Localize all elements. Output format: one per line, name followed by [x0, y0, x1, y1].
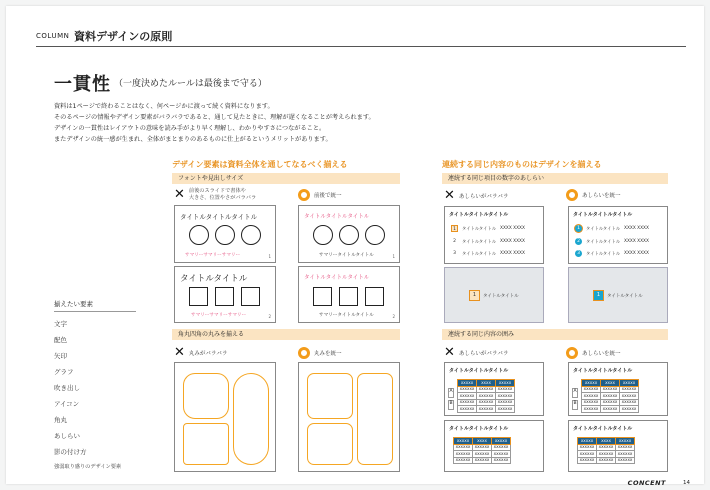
- bad-note-rounded: 丸みがバラバラ: [188, 350, 228, 357]
- table-title: タイトルタイトルタイトル: [449, 368, 509, 374]
- right-band-enclosure: 連続する同じ内容の囲み: [442, 329, 668, 340]
- grid-cell: XXXXXX: [473, 451, 492, 458]
- table-title: タイトルタイトルタイトル: [573, 212, 633, 218]
- page-subtitle: （一度決めたルールは最後まで守る）: [114, 79, 267, 89]
- grid-header: XXXX: [477, 380, 496, 387]
- column-title: 資料デザインの原則: [74, 30, 173, 43]
- sidebar-title: 揃えたい要素: [54, 300, 93, 308]
- right-section-title: 連続する同じ内容のものはデザインを揃える: [442, 160, 602, 169]
- circle-icon: [298, 347, 310, 359]
- page-number: 1: [392, 254, 395, 259]
- sidebar-item: あしらい: [54, 432, 80, 440]
- grid-header: XXXX: [473, 438, 492, 445]
- list-item: [451, 238, 525, 245]
- grid-cell: XXXXXX: [477, 393, 496, 400]
- grid-cell: XXXXXX: [473, 444, 492, 451]
- grid-header: XXXX: [601, 380, 620, 387]
- grid-cell: XXXXXX: [578, 457, 597, 464]
- numbered-list-bad: [444, 206, 544, 264]
- grid-cell: XXXXXX: [597, 444, 616, 451]
- list-item: [575, 225, 649, 232]
- table-title: タイトルタイトルタイトル: [573, 426, 633, 432]
- row-label: A: [572, 388, 578, 398]
- brand-logo: CONCENT: [627, 479, 666, 487]
- sidebar-item: 配色: [54, 336, 67, 344]
- grid-header: XXXXX: [454, 438, 473, 445]
- page-number: 14: [683, 480, 690, 486]
- grid-cell: XXXXXX: [616, 457, 635, 464]
- list-item-text: タイトルタイトル: [586, 251, 621, 257]
- circle-shape: [215, 225, 235, 245]
- good-note-rounded: 丸みを統一: [314, 351, 342, 357]
- grid-cell: XXXXXX: [620, 386, 639, 393]
- grid-cell: XXXXXX: [578, 451, 597, 458]
- circle-icon: [298, 189, 310, 201]
- grid-cell: XXXXXX: [578, 444, 597, 451]
- list-item-text: タイトルタイトル: [586, 239, 621, 245]
- highlight-item: [593, 290, 643, 301]
- bad-marker-enclosure: [444, 346, 508, 359]
- column-label: COLUMN: [36, 32, 70, 40]
- grid-header: XXXX: [597, 438, 616, 445]
- grid-cell: XXXXXX: [601, 393, 620, 400]
- grid-header: XXXXX: [496, 380, 515, 387]
- grid-cell: XXXXXX: [597, 451, 616, 458]
- square-shape: [313, 287, 332, 306]
- circle-icon: [566, 189, 578, 201]
- square-shape: [339, 287, 358, 306]
- circle-shape: [189, 225, 209, 245]
- grid-cell: XXXXXX: [582, 406, 601, 413]
- grid-cell: XXXXXX: [492, 457, 511, 464]
- number-badge: 2: [575, 238, 582, 245]
- slide-summary: サマリータイトルタイトル: [319, 313, 374, 318]
- grid-header: XXXXX: [620, 380, 639, 387]
- page-number: 2: [392, 314, 395, 319]
- grid-cell: XXXXXX: [582, 386, 601, 393]
- sidebar-item: 角丸: [54, 416, 67, 424]
- circle-shape: [365, 225, 385, 245]
- left-band-fonts: フォントや見出しサイズ: [172, 173, 400, 184]
- good-note-enclosure: あしらいを統一: [582, 351, 621, 357]
- grid-table-good-1: [568, 362, 668, 416]
- good-marker-enclosure: [566, 347, 621, 359]
- grid-cell: XXXXXX: [582, 393, 601, 400]
- slide-good-2: [298, 266, 400, 323]
- number-badge: 3: [453, 251, 456, 256]
- bad-marker-numbers: [444, 189, 508, 202]
- cross-icon: ✕: [444, 345, 455, 360]
- grid-header: XXXXX: [582, 380, 601, 387]
- grid-cell: XXXXXX: [458, 406, 477, 413]
- number-badge: 3: [575, 250, 582, 257]
- page-title: 一貫性: [54, 74, 111, 95]
- grid-cell: XXXXXX: [620, 393, 639, 400]
- rounded-rect: [357, 373, 393, 465]
- grid-cell: XXXXXX: [458, 393, 477, 400]
- list-item-text: タイトルタイトル: [586, 226, 621, 232]
- grid-cell: XXXXXX: [597, 457, 616, 464]
- left-section-title: デザイン要素は資料全体を通してなるべく揃える: [172, 160, 348, 169]
- sidebar-item: 強弱取り感りのデザイン要素: [54, 464, 122, 470]
- bad-note-fonts: 前後のスライドで書体や 大きさ、位置やさがバラバラ: [188, 188, 257, 201]
- grid-cell: XXXXXX: [582, 399, 601, 406]
- grid-cell: XXXXXX: [477, 399, 496, 406]
- highlight-box-good: [568, 267, 668, 323]
- bad-note-numbers: あしらいがバラバラ: [458, 193, 509, 200]
- grid-cell: XXXXXX: [458, 386, 477, 393]
- cross-icon: ✕: [444, 188, 455, 203]
- grid-header: XXXXX: [492, 438, 511, 445]
- grid-cell: XXXXXX: [616, 451, 635, 458]
- row-label: B: [448, 400, 454, 410]
- square-shape: [189, 287, 208, 306]
- good-note-numbers: あしらいを統一: [582, 193, 621, 199]
- grid-cell: XXXXXX: [620, 406, 639, 413]
- slide-bad-2: [174, 266, 276, 323]
- good-note-fonts: 前後で統一: [314, 193, 342, 199]
- data-grid: [453, 437, 511, 464]
- grid-cell: XXXXXX: [616, 444, 635, 451]
- sidebar-item: 文字: [54, 320, 67, 328]
- rounded-slide-bad: [174, 362, 276, 472]
- rounded-rect: [183, 373, 229, 419]
- data-grid: [581, 379, 639, 413]
- highlight-text: タイトルタイトル: [483, 293, 519, 299]
- grid-header: XXXXX: [578, 438, 597, 445]
- row-label: B: [572, 400, 578, 410]
- header-rule: [36, 46, 686, 47]
- rounded-rect: [183, 423, 229, 465]
- circle-shape: [241, 225, 261, 245]
- page-number: 1: [268, 254, 271, 259]
- right-band-numbers: 連続する同じ項目の数字のあしらい: [442, 173, 668, 184]
- grid-cell: XXXXXX: [601, 406, 620, 413]
- grid-cell: XXXXXX: [454, 457, 473, 464]
- intro-line-2: そのるページの情報やデザイン要素がバラバラであると、通して見たときに、理解が遅くなることが考えられます。: [54, 114, 375, 121]
- number-badge: 2: [453, 239, 456, 244]
- grid-cell: XXXXXX: [601, 386, 620, 393]
- number-badge: 1: [469, 290, 480, 301]
- numbered-list-good: [568, 206, 668, 264]
- slide-title: タイトルタイトルタイトル: [304, 275, 370, 281]
- slide-summary: サマリーサマリーサマリー: [191, 313, 247, 318]
- list-item-value: XXXX XXXX: [624, 226, 649, 231]
- grid-cell: XXXXXX: [454, 444, 473, 451]
- slide-title: タイトルタイトルタイトル: [304, 214, 370, 220]
- list-item: [451, 225, 525, 232]
- circle-shape: [339, 225, 359, 245]
- sidebar-rule: [54, 311, 136, 312]
- table-title: タイトルタイトルタイトル: [573, 368, 633, 374]
- grid-cell: XXXXXX: [496, 406, 515, 413]
- circle-icon: [566, 347, 578, 359]
- list-item-text: タイトルタイトル: [462, 251, 497, 257]
- grid-cell: XXXXXX: [477, 386, 496, 393]
- grid-cell: XXXXXX: [454, 451, 473, 458]
- grid-cell: XXXXXX: [492, 451, 511, 458]
- rounded-rect: [233, 373, 269, 465]
- square-shape: [215, 287, 234, 306]
- intro-line-4: またデザインの統一感が生まれ、全体がまとまりのあるものに仕上がるというメリットがあります。: [54, 136, 332, 143]
- list-item: [575, 250, 649, 257]
- grid-header: XXXXX: [458, 380, 477, 387]
- list-item-text: タイトルタイトル: [462, 239, 497, 245]
- left-band-rounded: 角丸四角の丸みを揃える: [172, 329, 400, 340]
- grid-cell: XXXXXX: [477, 406, 496, 413]
- bad-marker-rounded: [174, 346, 227, 359]
- grid-cell: XXXXXX: [473, 457, 492, 464]
- list-item-value: XXXX XXXX: [624, 251, 649, 256]
- list-item-text: タイトルタイトル: [462, 226, 497, 232]
- slide-title: タイトルタイトルタイトル: [180, 213, 258, 221]
- intro-line-1: 資料は1ページで終わることはなく、何ページかに渡って続く資料になります。: [54, 103, 274, 110]
- slide-bad-1: [174, 205, 276, 263]
- grid-cell: XXXXXX: [620, 399, 639, 406]
- list-item-value: XXXX XXXX: [500, 226, 525, 231]
- number-badge: 1: [593, 290, 604, 301]
- list-item-value: XXXX XXXX: [624, 239, 649, 244]
- intro-line-3: デザインの一貫性はレイアウトの意味を読み手がより早く理解し、わかりやすさにつながること。: [54, 125, 326, 132]
- grid-cell: XXXXXX: [458, 399, 477, 406]
- slide-summary: サマリータイトルタイトル: [319, 253, 374, 258]
- highlight-box-bad: [444, 267, 544, 323]
- circle-shape: [313, 225, 333, 245]
- data-grid: [457, 379, 515, 413]
- grid-table-good-2: [568, 420, 668, 472]
- grid-cell: XXXXXX: [496, 393, 515, 400]
- rounded-slide-good: [298, 362, 400, 472]
- grid-cell: XXXXXX: [601, 399, 620, 406]
- table-title: タイトルタイトルタイトル: [449, 426, 509, 432]
- cross-icon: ✕: [174, 187, 185, 202]
- number-badge: 1: [575, 225, 582, 232]
- square-shape: [365, 287, 384, 306]
- data-grid: [577, 437, 635, 464]
- number-badge: 1: [451, 225, 458, 232]
- good-marker-rounded: [298, 347, 342, 359]
- highlight-text: タイトルタイトル: [607, 293, 643, 299]
- sidebar-item: アイコン: [54, 400, 80, 408]
- cross-icon: ✕: [174, 345, 185, 360]
- grid-header: XXXXX: [616, 438, 635, 445]
- good-marker-fonts: [298, 189, 342, 201]
- page: [6, 6, 704, 487]
- list-item-value: XXXX XXXX: [500, 251, 525, 256]
- list-item-value: XXXX XXXX: [500, 239, 525, 244]
- sidebar-item: 影の付け方: [54, 448, 87, 456]
- good-marker-numbers: [566, 189, 621, 201]
- highlight-item: [469, 290, 519, 301]
- sidebar-item: 矢印: [54, 352, 67, 360]
- square-shape: [241, 287, 260, 306]
- grid-cell: XXXXXX: [496, 386, 515, 393]
- grid-table-bad-2: [444, 420, 544, 472]
- grid-cell: XXXXXX: [492, 444, 511, 451]
- bad-marker-fonts: [174, 188, 256, 201]
- table-title: タイトルタイトルタイトル: [449, 212, 509, 218]
- page-number: 2: [268, 314, 271, 319]
- grid-table-bad-1: [444, 362, 544, 416]
- rounded-rect: [307, 373, 353, 419]
- list-item: [451, 250, 525, 257]
- list-item: [575, 238, 649, 245]
- row-label: A: [448, 388, 454, 398]
- rounded-rect: [307, 423, 353, 465]
- sidebar-item: 吹き出し: [54, 384, 80, 392]
- slide-summary: サマリーサマリーサマリー: [185, 253, 241, 258]
- sidebar-item: グラフ: [54, 368, 74, 376]
- grid-cell: XXXXXX: [496, 399, 515, 406]
- slide-title: タイトルタイトル: [180, 274, 248, 284]
- bad-note-enclosure: あしらいがバラバラ: [458, 350, 509, 357]
- slide-good-1: [298, 205, 400, 263]
